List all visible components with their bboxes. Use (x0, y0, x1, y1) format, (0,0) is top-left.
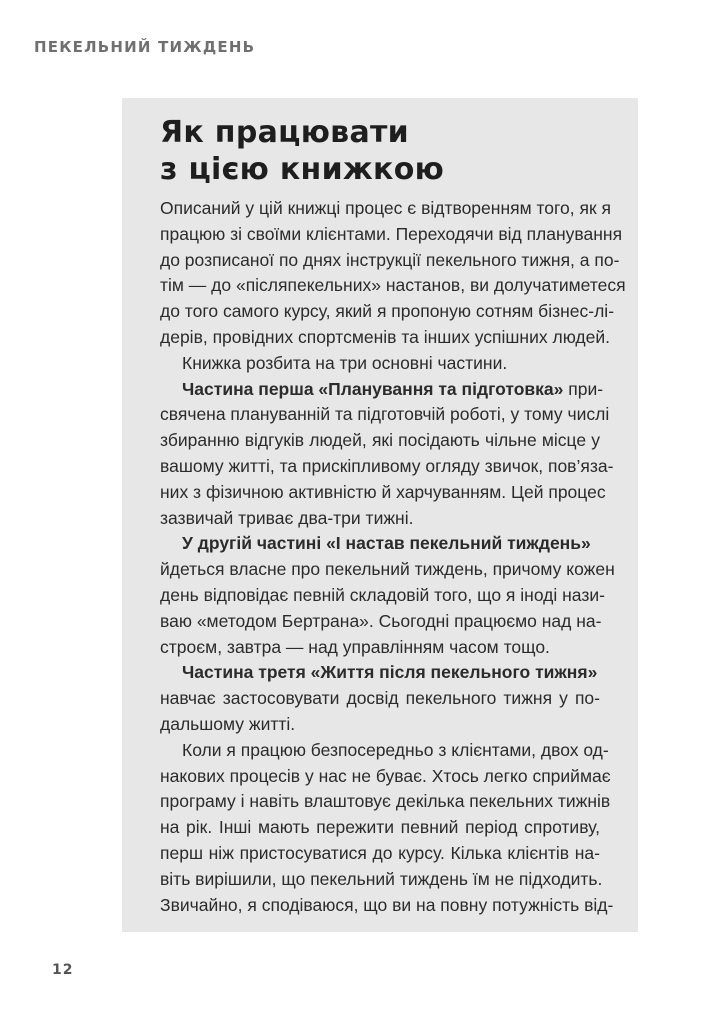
body-line: Описаний у цій книжці процес є відтворенням того, як я (160, 198, 611, 218)
body-line: Книжка розбита на три основні частини. (182, 352, 508, 373)
part-one-tail: при- (568, 378, 604, 399)
sidebar-content (160, 114, 626, 918)
body-line: накових процесів у нас не буває. Хтось легко сприймає (160, 765, 611, 786)
page-number: 12 (52, 962, 74, 978)
body-line: дерів, провідних спортсменів та інших успішних людей. (160, 326, 611, 347)
body-line: навчає застосовувати досвід пекельного тижня у по- (160, 688, 600, 709)
body-line: вашому житті, та прискіпливому огляду звичок, пов’яза- (160, 455, 614, 476)
body-line: ваю «методом Бертрана». Сьогодні працюємо над на- (160, 610, 602, 631)
body-line: Звичайно, я сподіваюся, що ви на повну потужність від- (160, 894, 614, 915)
part-one-heading: Частина перша «Планування та підготовка» (182, 378, 564, 399)
body-line: них з фізичною активністю й харчуванням. Цей процес (160, 481, 606, 502)
body-line: до розписаної по днях інструкції пекельного тижня, а по- (160, 249, 620, 270)
body-line: до того самого курсу, який я пропоную сотням бізнес-лі- (160, 301, 615, 322)
section-title-line-2: з цією книжкою (160, 152, 445, 187)
body-line: йдеться власне про пекельний тиждень, причому кожен (160, 559, 615, 580)
body-line: строєм, завтра — над управлінням часом тощо. (160, 636, 550, 657)
body-line: програму і навіть влаштовує декілька пекельних тижнів (160, 791, 611, 812)
body-line: зазвичай триває два-три тижні. (160, 507, 414, 528)
body-line: тім — до «післяпекельних» настанов, ви долучатиметеся (160, 275, 626, 296)
body-line: дальшому житті. (160, 713, 296, 734)
body-line: віть вирішили, що пекельний тиждень їм не підходить. (160, 868, 603, 889)
body-line: Коли я працюю безпосередньо з клієнтами, двох од- (182, 739, 609, 760)
body-line: свячена плануванній та підготовчій роботі, у тому числі (160, 404, 610, 425)
part-one-line (160, 377, 604, 403)
part-two-heading: У другій частині «І настав пекельний тиждень» (182, 533, 591, 554)
section-body (160, 196, 626, 918)
section-title-line-1: Як працювати (160, 115, 409, 150)
section-title (160, 114, 600, 188)
body-line: день відповідає певній складовій того, що я іноді нази- (160, 584, 605, 605)
body-line: на рік. Інші мають пережити певний період спротиву, (160, 817, 600, 838)
body-line: перш ніж пристосуватися до курсу. Кілька клієнтів на- (160, 842, 600, 863)
body-line: збиранню відгуків людей, які посідають чільне місце у (160, 430, 600, 451)
part-three-heading: Частина третя «Життя після пекельного тижня» (182, 662, 598, 683)
running-head-title: ПЕКЕЛЬНИЙ ТИЖДЕНЬ (34, 38, 256, 56)
body-line: працюю зі своїми клієнтами. Переходячи від планування (160, 223, 623, 244)
